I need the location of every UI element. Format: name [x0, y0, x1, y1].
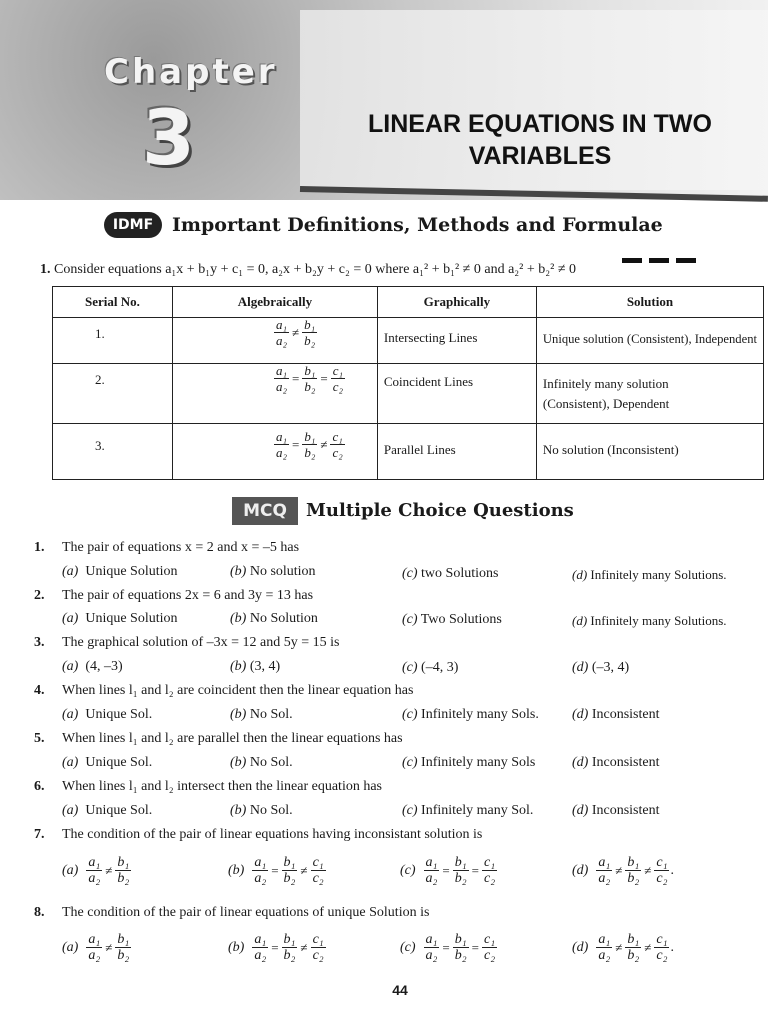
option-c: (c) Infinitely many Sols.: [402, 707, 539, 722]
option-d: (d) Inconsistent: [572, 755, 660, 770]
question-5: 5. When lines l₁ and l₂ are parallel then the linear equations has: [34, 731, 403, 746]
fraction: $\frac{\text{b₁}}{\text{b₂}}$: [304, 429, 316, 460]
serial-cell: [53, 364, 173, 424]
option-c: (c) $\frac{\text{a₁}}{\text{a₂}}$ = $\frac{\text{b₁}}{\text{b₂}}$ = $\frac{\text{c₁}}{\text{c₂}}$: [400, 932, 496, 963]
option-a: (a) Unique Solution: [62, 564, 178, 579]
option-a: (a) $\frac{\text{a₁}}{\text{a₂}}$ ≠ $\frac{\text{b₁}}{\text{b₂}}$: [62, 932, 130, 963]
header-algebraic: Algebraically: [172, 287, 377, 318]
graphic-cell: [377, 318, 536, 364]
graphic-value: Intersecting Lines: [383, 330, 478, 345]
mcq-badge: MCQ: [232, 497, 298, 525]
page-number: 44: [392, 982, 408, 998]
question-4: 4. When lines l₁ and l₂ are coincident then the linear equation has: [34, 683, 414, 698]
option-b: (b) $\frac{\text{a₁}}{\text{a₂}}$ = $\frac{\text{b₁}}{\text{b₂}}$ ≠ $\frac{\text{c₁}}{\text{c₂}}$: [228, 932, 324, 963]
serial-value: 1.: [95, 326, 105, 341]
eq-sign: =: [291, 371, 300, 386]
option-b: (b) $\frac{\text{a₁}}{\text{a₂}}$ = $\frac{\text{b₁}}{\text{b₂}}$ ≠ $\frac{\text{c₁}}{\text{c₂}}$: [228, 855, 324, 886]
option-b: (b) No solution: [230, 564, 316, 579]
option-d: (d) Inconsistent: [572, 707, 660, 722]
option-d: (d) $\frac{\text{a₁}}{\text{a₂}}$ ≠ $\frac{\text{b₁}}{\text{b₂}}$ ≠ $\frac{\text{c₁}}{\text{c₂}}$ .: [572, 855, 674, 886]
question-3: 3. The graphical solution of –3x = 12 and 5y = 15 is: [34, 635, 340, 650]
serial-value: 3.: [95, 438, 105, 453]
neq-sign: ≠: [291, 325, 300, 340]
question-6: 6. When lines l₁ and l₂ intersect then the linear equation has: [34, 779, 382, 794]
option-b: (b) No Solution: [230, 611, 318, 626]
header-solution: Solution: [536, 287, 763, 318]
neq-sign: ≠: [320, 437, 328, 452]
table-row: [53, 318, 764, 364]
question-8: 8. The condition of the pair of linear equations of unique Solution is: [34, 905, 430, 920]
solution-cell: [536, 318, 763, 364]
chapter-word: Chapter: [104, 52, 278, 92]
definitions-table: [52, 286, 764, 480]
solution-value: Infinitely many solution: [542, 376, 669, 391]
mcq-title: Multiple Choice Questions: [306, 500, 574, 521]
option-a: (a) Unique Sol.: [62, 755, 153, 770]
option-d: (d) Inconsistent: [572, 803, 660, 818]
option-c: (c) $\frac{\text{a₁}}{\text{a₂}}$ = $\frac{\text{b₁}}{\text{b₂}}$ = $\frac{\text{c₁}}{\text{c₂}}$: [400, 855, 496, 886]
table-row: [53, 424, 764, 480]
option-c: (c) (–4, 3): [402, 660, 459, 675]
fraction: $\frac{\text{a₁}}{\text{a₂}}$: [275, 363, 287, 394]
fraction: $\frac{\text{a₁}}{\text{a₂}}$: [275, 317, 287, 348]
decorative-dashes: [622, 250, 703, 268]
option-d: (d) (–3, 4): [572, 660, 630, 675]
option-b: (b) No Sol.: [230, 755, 293, 770]
solution-value: Unique solution (Consistent), Independent: [542, 332, 757, 346]
table-header-row: [53, 287, 764, 318]
option-b: (b) No Sol.: [230, 707, 293, 722]
option-c: (c) Two Solutions: [402, 612, 502, 627]
header-graphic: Graphically: [377, 287, 536, 318]
option-a: (a) (4, –3): [62, 659, 123, 674]
header-serial: Serial No.: [53, 287, 173, 318]
chapter-number: 3: [142, 93, 195, 182]
eq-sign: =: [291, 437, 300, 452]
eq-sign: =: [320, 371, 328, 386]
graphic-value: Parallel Lines: [383, 442, 456, 457]
algebraic-cell: [172, 424, 377, 480]
fraction: $\frac{\text{a₁}}{\text{a₂}}$: [275, 429, 287, 460]
table-row: [53, 364, 764, 424]
algebraic-cell: [172, 318, 377, 364]
question-2: 2. The pair of equations 2x = 6 and 3y = 13 has: [34, 588, 314, 603]
option-c: (c) two Solutions: [402, 566, 499, 581]
option-b: (b) (3, 4): [230, 659, 281, 674]
question-1: 1. The pair of equations x = 2 and x = –5 has: [34, 540, 300, 555]
serial-value: 2.: [95, 372, 105, 387]
option-a: (a) Unique Sol.: [62, 803, 153, 818]
option-a: (a) Unique Sol.: [62, 707, 153, 722]
chapter-title-line2: VARIABLES: [468, 142, 612, 170]
fraction: $\frac{\text{c₁}}{\text{c₂}}$: [332, 363, 343, 394]
serial-cell: [53, 318, 173, 364]
option-c: (c) Infinitely many Sols: [402, 755, 536, 770]
graphic-cell: [377, 364, 536, 424]
fraction: $\frac{\text{b₁}}{\text{b₂}}$: [304, 317, 316, 348]
solution-value: No solution (Inconsistent): [542, 442, 679, 457]
option-d: (d) $\frac{\text{a₁}}{\text{a₂}}$ ≠ $\frac{\text{b₁}}{\text{b₂}}$ ≠ $\frac{\text{c₁}}{\text{c₂}}$ .: [572, 932, 674, 963]
solution-cell: [536, 364, 763, 424]
idmf-badge: IDMF: [104, 212, 162, 238]
idmf-title: Important Definitions, Methods and Formulae: [172, 214, 663, 236]
solution-value: (Consistent), Dependent: [542, 396, 670, 411]
intro-number: 1.: [40, 262, 51, 277]
option-b: (b) No Sol.: [230, 803, 293, 818]
option-c: (c) Infinitely many Sol.: [402, 803, 534, 818]
intro-text: Consider equations a₁x + b₁y + c₁ = 0, a₂x + b₂y + c₂ = 0 where a₁² + b₁² ≠ 0 and a₂² + b₂² ≠ 0: [54, 262, 577, 277]
option-a: (a) Unique Solution: [62, 611, 178, 626]
chapter-title-line1: LINEAR EQUATIONS IN TWO: [368, 110, 712, 138]
graphic-value: Coincident Lines: [383, 374, 474, 389]
fraction: $\frac{\text{c₁}}{\text{c₂}}$: [332, 429, 343, 460]
fraction: $\frac{\text{b₁}}{\text{b₂}}$: [304, 363, 316, 394]
option-d: (d) Infinitely many Solutions.: [572, 613, 727, 628]
question-7: 7. The condition of the pair of linear equations having inconsistant solution is: [34, 827, 483, 842]
graphic-cell: [377, 424, 536, 480]
solution-cell: [536, 424, 763, 480]
option-a: (a) $\frac{\text{a₁}}{\text{a₂}}$ ≠ $\frac{\text{b₁}}{\text{b₂}}$: [62, 855, 130, 886]
chapter-title: [330, 108, 750, 172]
intro-statement: [40, 262, 576, 278]
algebraic-cell: [172, 364, 377, 424]
option-d: (d) Infinitely many Solutions.: [572, 567, 727, 582]
serial-cell: [53, 424, 173, 480]
